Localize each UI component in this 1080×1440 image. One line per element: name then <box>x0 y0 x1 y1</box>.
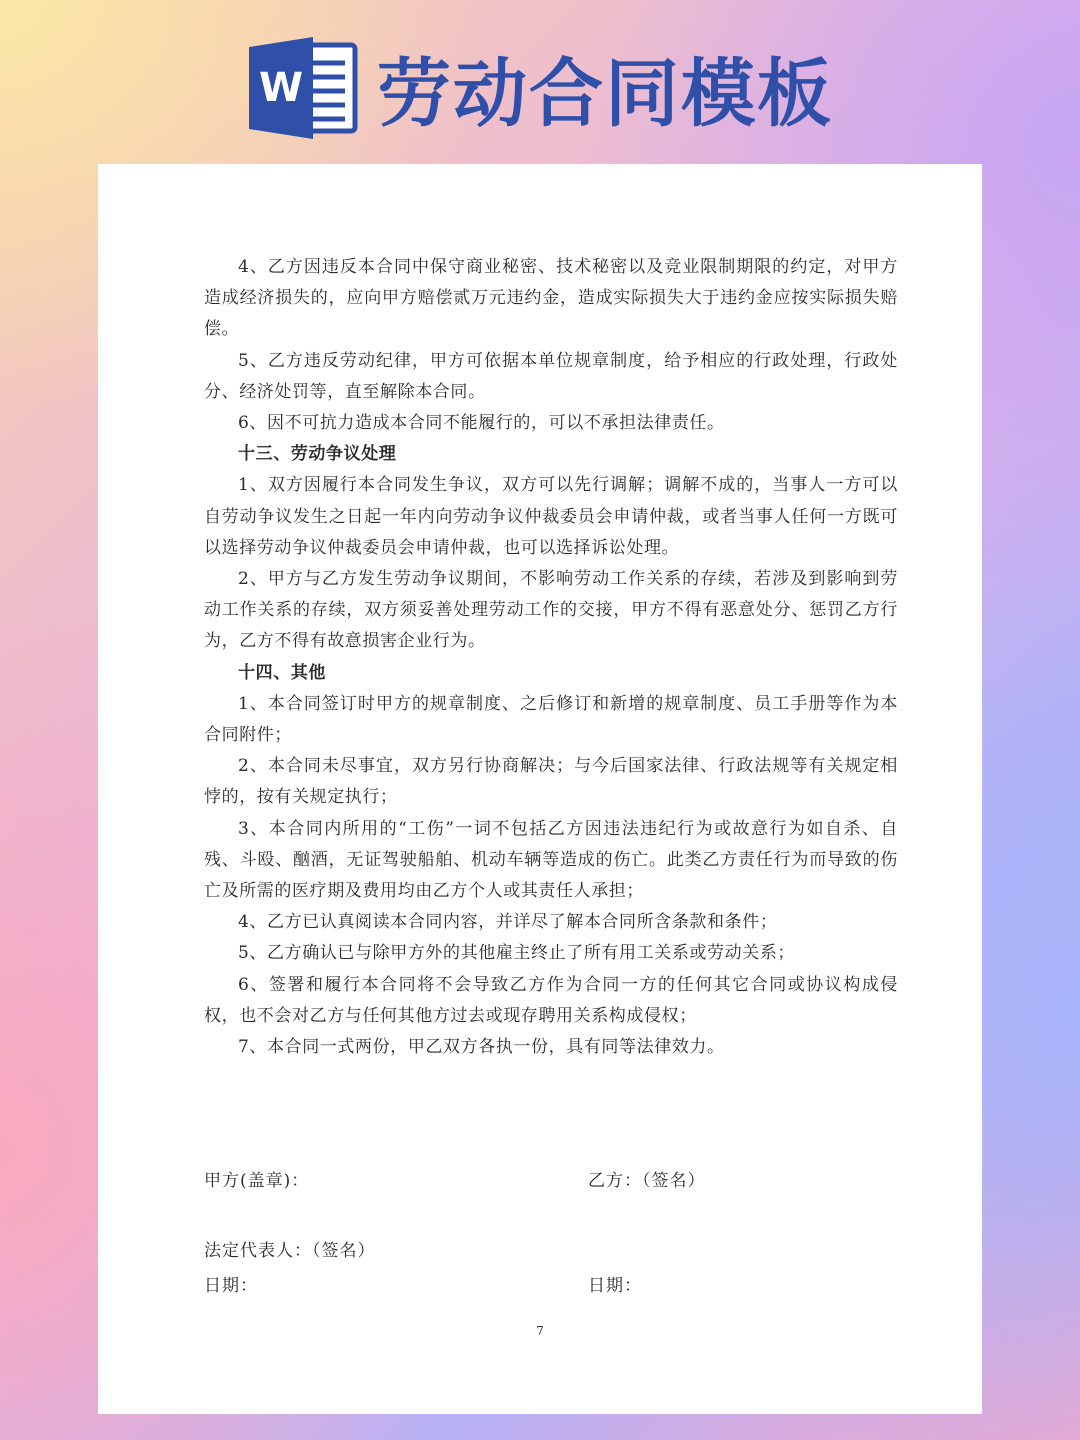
legal-rep-label: 法定代表人：（签名） <box>204 1241 376 1261</box>
word-logo-letter: W <box>258 65 304 111</box>
section-heading: 十四、其他 <box>238 662 326 683</box>
section-heading: 十三、劳动争议处理 <box>238 444 397 465</box>
paragraph: 5、乙方违反劳动纪律，甲方可依据本单位规章制度，给予相应的行政处理，行政处分、经济处罚等，直至解除本合同。 <box>204 350 898 402</box>
date-a-label: 日期： <box>204 1276 258 1296</box>
paragraph: 1、本合同签订时甲方的规章制度、之后修订和新增的规章制度、员工手册等作为本合同附件； <box>204 693 898 746</box>
paragraph: 4、乙方因违反本合同中保守商业秘密、技术秘密以及竞业限制期限的约定，对甲方造成经济损失的，应向甲方赔偿贰万元违约金，造成实际损失大于违约金应按实际损失赔偿。 <box>204 257 898 340</box>
paragraph: 6、签署和履行本合同将不会导致乙方作为合同一方的任何其它合同或协议构成侵权，也不会对乙方与任何其他方过去或现存聘用关系构成侵权； <box>204 974 898 1026</box>
party-b-sign-label: 乙方：（签名） <box>588 1171 706 1191</box>
word-logo-icon <box>247 35 359 141</box>
page-title: 劳动合同模板 <box>377 51 833 137</box>
paragraph: 4、乙方已认真阅读本合同内容，并详尽了解本合同所含条款和条件； <box>238 912 778 933</box>
header <box>0 28 1080 148</box>
paragraph: 5、乙方确认已与除甲方外的其他雇主终止了所有用工关系或劳动关系； <box>238 943 796 964</box>
paragraph: 2、本合同未尽事宜，双方另行协商解决；与今后国家法律、行政法规等有关规定相悖的，按有关规定执行； <box>204 756 898 808</box>
document-body <box>204 252 898 1063</box>
page-number: 7 <box>536 1324 544 1338</box>
paragraph: 3、本合同内所用的“工伤”一词不包括乙方因违法违纪行为或故意行为如自杀、自残、斗殴、酗酒，无证驾驶船舶、机动车辆等造成的伤亡。此类乙方责任行为而导致的伤亡及所需的医疗期及费用均由乙方个人或其责任人承担； <box>204 818 898 902</box>
paragraph: 2、甲方与乙方发生劳动争议期间，不影响劳动工作关系的存续，若涉及到影响到劳动工作关系的存续，双方须妥善处理劳动工作的交接，甲方不得有恶意处分、惩罚乙方行为，乙方不得有故意损害企业行为。 <box>204 569 898 652</box>
date-b-label: 日期： <box>588 1276 642 1296</box>
party-a-seal-label: 甲方(盖章)： <box>204 1171 310 1191</box>
document-page <box>98 164 982 1414</box>
paragraph: 1、双方因履行本合同发生争议，双方可以先行调解；调解不成的，当事人一方可以自劳动争议发生之日起一年内向劳动争议仲裁委员会申请仲裁，或者当事人任何一方既可以选择劳动争议仲裁委员会申请仲裁，也可以选择诉讼处理。 <box>204 475 898 558</box>
paragraph: 6、因不可抗力造成本合同不能履行的，可以不承担法律责任。 <box>238 413 725 434</box>
paragraph: 7、本合同一式两份，甲乙双方各执一份，具有同等法律效力。 <box>238 1037 725 1058</box>
